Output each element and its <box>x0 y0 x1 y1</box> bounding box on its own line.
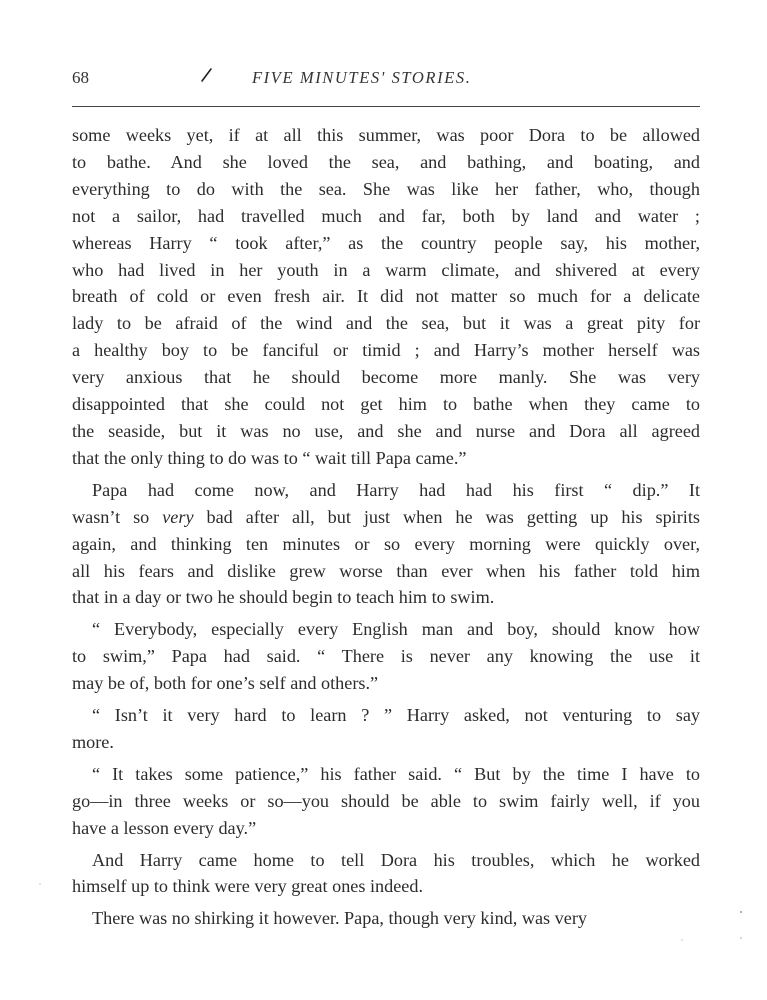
text-line: everything to do with the sea. She was like her father, who, though <box>72 178 700 199</box>
text-line: some weeks yet, if at all this summer, was poor Dora to be allowed <box>72 125 700 145</box>
page-number: 68 <box>72 68 89 87</box>
text-line: may be of, both for one’s self and others.” <box>72 673 379 694</box>
text-line: not a sailor, had travelled much and far, both by land and water ; <box>72 205 700 226</box>
text-line: the seaside, but it was no use, and she and nurse and Dora all agreed <box>72 420 700 441</box>
text-line: again, and thinking ten minutes or so every morning were quickly over, <box>72 533 700 554</box>
text-line: “ It takes some patience,” his father said. “ But by the time I have to <box>92 763 700 784</box>
text-line: to swim,” Papa had said. “ There is never any knowing the use it <box>72 646 700 667</box>
text-line: Papa had come now, and Harry had had his first “ dip.” It <box>92 479 700 500</box>
text-line: have a lesson every day.” <box>72 817 257 838</box>
text-line: that the only thing to do was to “ wait till Papa came.” <box>72 447 467 468</box>
text-line: “ Isn’t it very hard to learn ? ” Harry asked, not venturing to say <box>92 705 700 726</box>
text-line: that in a day or two he should begin to teach him to swim. <box>72 587 495 608</box>
text-line: himself up to think were very great ones indeed. <box>72 876 424 897</box>
text-line: whereas Harry “ took after,” as the country people say, his mother, <box>72 232 700 253</box>
text-line: all his fears and dislike grew worse than ever when his father told him <box>72 560 700 581</box>
text-line: And Harry came home to tell Dora his troubles, which he worked <box>92 849 700 870</box>
text-line: There was no shirking it however. Papa, though very kind, was very <box>92 908 587 929</box>
text-line: disappointed that she could not get him to bathe when they came to <box>72 394 700 415</box>
text-line: more. <box>72 731 114 752</box>
text-line: very anxious that he should become more manly. She was very <box>72 367 700 388</box>
running-head: FIVE MINUTES' STORIES. <box>252 68 472 87</box>
text-line: “ Everybody, especially every English man and boy, should know how <box>92 619 700 640</box>
text-line: wasn’t so very bad after all, but just when he was getting up his spirits <box>72 506 700 527</box>
text-line: to bathe. And she loved the sea, and bathing, and boating, and <box>72 151 700 172</box>
text-line: go—in three weeks or so—you should be able to swim fairly well, if you <box>72 790 700 811</box>
text-line: who had lived in her youth in a warm climate, and shivered at every <box>72 259 700 280</box>
text-line: breath of cold or even fresh air. It did not matter so much for a delicate <box>72 286 700 307</box>
text-line: a healthy boy to be fanciful or timid ; and Harry’s mother herself was <box>72 340 700 361</box>
text-line: lady to be afraid of the wind and the sea, but it was a great pity for <box>72 313 700 334</box>
